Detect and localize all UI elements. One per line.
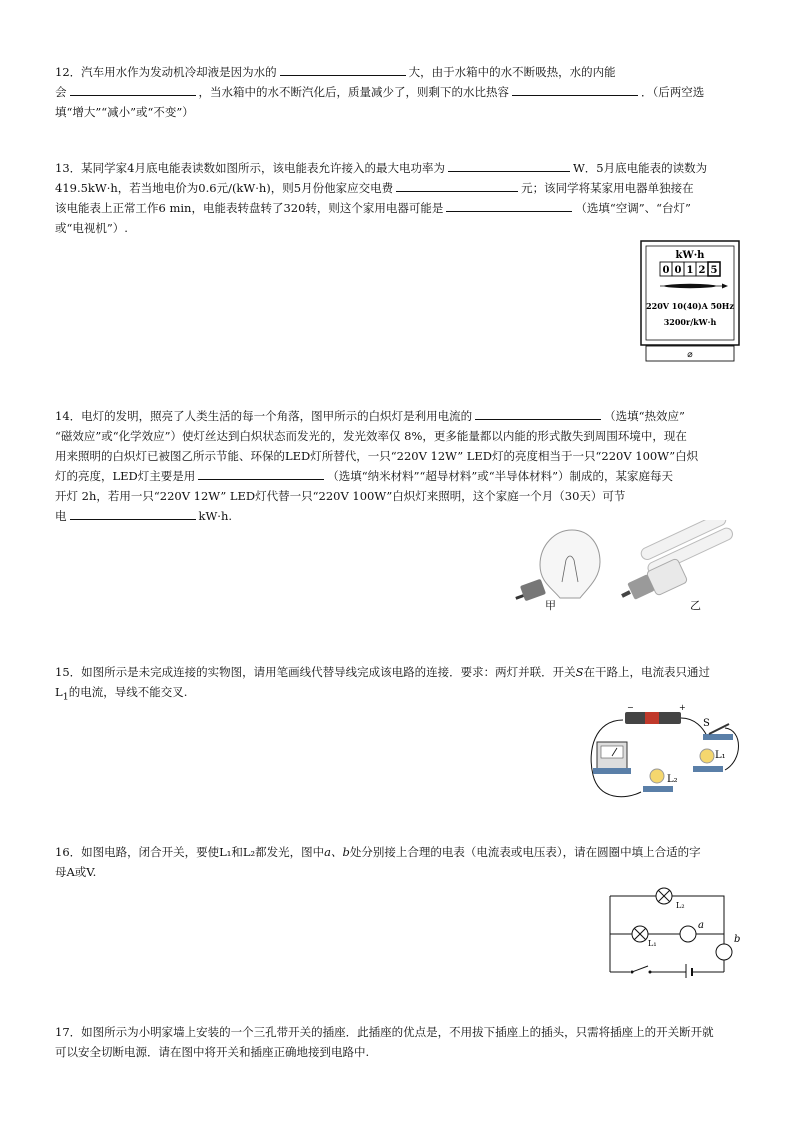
ammeter-icon	[593, 742, 631, 774]
answer-blank[interactable]	[512, 83, 638, 96]
label-l1: L₁	[648, 939, 657, 948]
q12-text: 12．汽车用水作为发动机冷却液是因为水的	[55, 65, 277, 79]
meter-rating: 220V 10(40)A 50Hz	[646, 301, 734, 311]
answer-blank[interactable]	[396, 179, 518, 192]
question-12: 12．汽车用水作为发动机冷却液是因为水的 大，由于水箱中的水不断吸热，水的内能 会 ，当水箱中的水不断汽化后，质量减少了，则剩下的水比热容 ．（后两空选 填“增大”“减小”或“不变”）	[55, 65, 705, 119]
svg-text:−: −	[627, 703, 634, 712]
battery-icon	[625, 703, 686, 724]
circuit-physical-figure	[585, 700, 745, 810]
label-l1: L₁	[715, 750, 726, 761]
answer-blank[interactable]	[70, 507, 196, 520]
question-17: 17．如图所示为小明家墙上安装的一个三孔带开关的插座．此插座的优点是，不用拔下插座上的插头，只需将插座上的开关断开就 可以安全切断电源．请在图中将开关和插座正确地接到电路中.	[55, 1025, 714, 1059]
answer-blank[interactable]	[448, 159, 570, 172]
bulbs-figure	[500, 520, 750, 612]
caption-yi: 乙	[690, 599, 701, 612]
meter-b-circle[interactable]	[716, 934, 740, 960]
question-15: 15．如图所示是未完成连接的实物图，请用笔画线代替导线完成该电路的连接．要求：两灯并联．开关S在干路上，电流表只通过 $L_1$的电流，导线不能交叉.	[55, 665, 711, 703]
svg-text:+: +	[679, 703, 686, 712]
question-16: 16．如图电路，闭合开关，要使L₁和L₂都发光，图中a、b处分别接上合理的电表（电流表或电压表），请在圆圈中填上合适的字 母A或V.	[55, 845, 701, 879]
label-l2: L₂	[676, 901, 685, 910]
lamp-l2-icon	[643, 769, 678, 792]
label-a: a	[698, 920, 704, 931]
meter-digit: 0	[662, 265, 670, 276]
meter-digit: 1	[686, 265, 694, 276]
lamp-l2-symbol	[656, 888, 685, 910]
question-13: 13．某同学家4月底电能表读数如图所示，该电能表允许接入的最大电功率为 W．5月底电能表的读数为 419.5kW·h，若当地电价为0.6元/(kW·h)，则5月份他家应交电费 元；该同学将某家用电器单独接在 该电能表上正常工作6 min，电能表转盘转了320转，则这个家用电器可能是 （选填“空调”、“台灯” 或“电视机”）.	[55, 161, 708, 235]
label-b: b	[734, 934, 741, 945]
meter-digit: 0	[674, 265, 682, 276]
answer-blank[interactable]	[475, 407, 601, 420]
battery-symbol	[686, 964, 692, 978]
label-s: S	[703, 718, 710, 729]
lamp-l1-icon	[693, 749, 726, 772]
answer-blank[interactable]	[198, 467, 324, 480]
meter-symbol: ⌀	[687, 350, 693, 360]
label-l2: L₂	[667, 774, 678, 785]
answer-blank[interactable]	[280, 63, 406, 76]
question-14: 14．电灯的发明，照亮了人类生活的每一个角落，图甲所示的白炽灯是利用电流的 （选填“热效应” “磁效应”或“化学效应”）使灯丝达到白炽状态而发光的，发光效率仅 8%，更多能量都以内能的形式散失到周围环境中，现在 用来照明的白炽灯已被图乙所示节能、环保的LED灯所替代，一只“220V 12W” LED灯的亮度相当于一只“220V 100W”白炽 灯的亮度，LED灯主要是用 （选填“纳米材料”“超导材料”或“半导体材料”）制成的，某家庭每天 开灯 2h，若用一只“220V 12W” LED灯代替一只“220V 100W”白炽灯来照明，这个家庭一个月（30天）可节 电 kW·h.	[55, 409, 699, 523]
switch-symbol	[631, 966, 652, 974]
meter-digit: 5	[710, 265, 718, 276]
meter-constant: 3200r/kW·h	[663, 317, 717, 327]
lamp-l1-symbol	[632, 926, 657, 948]
incandescent-bulb-icon	[516, 530, 600, 601]
circuit-schematic-figure	[600, 882, 750, 978]
meter-digits	[660, 262, 720, 276]
meter-a-circle[interactable]	[680, 920, 704, 942]
meter-unit: kW·h	[675, 250, 705, 261]
led-bulb-icon	[622, 520, 734, 600]
electric-meter-figure	[638, 238, 742, 364]
caption-jia: 甲	[545, 599, 556, 612]
meter-digit: 2	[698, 265, 706, 276]
answer-blank[interactable]	[70, 83, 196, 96]
answer-blank[interactable]	[446, 199, 572, 212]
